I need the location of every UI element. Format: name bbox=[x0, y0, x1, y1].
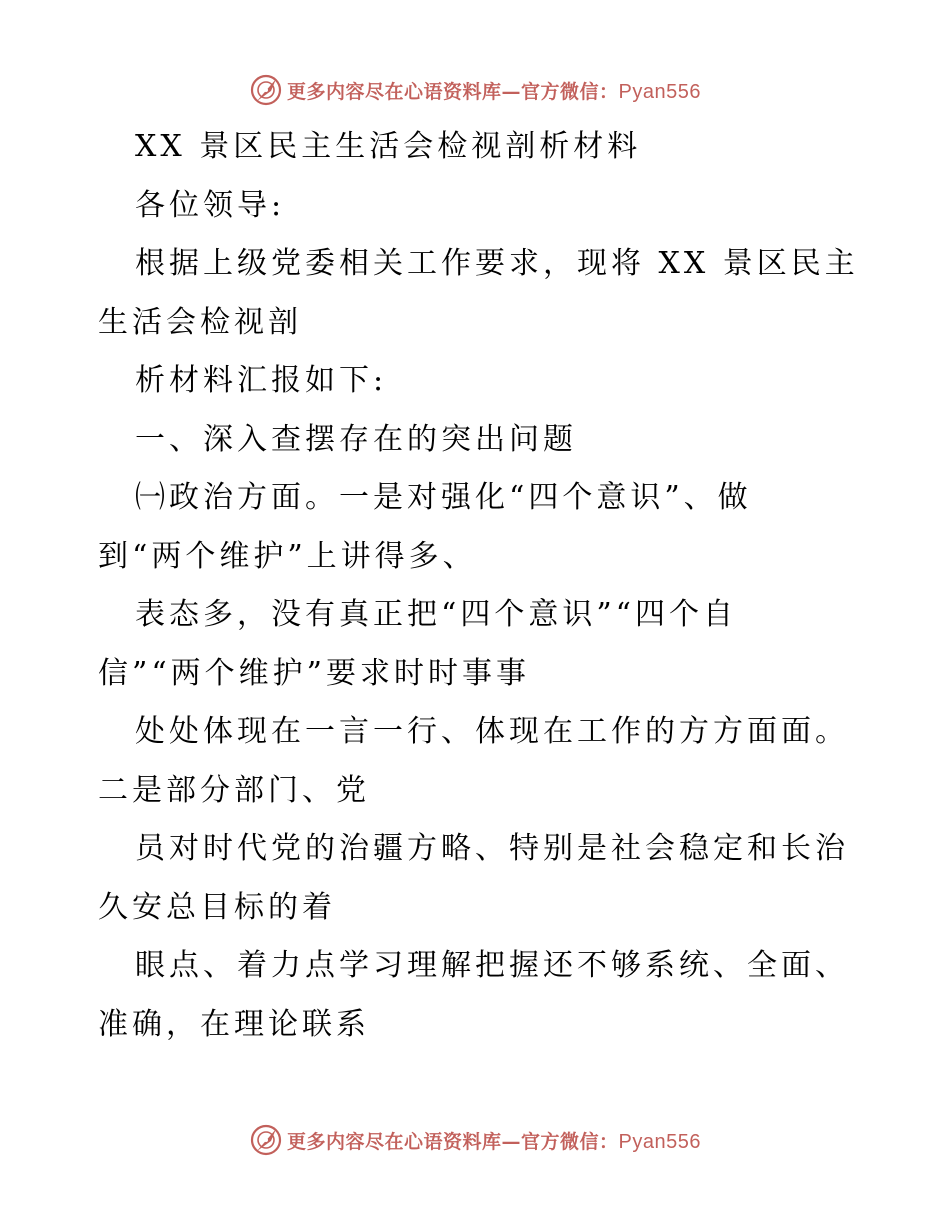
watermark-text: 更多内容尽在心语资料库—官方微信：Pyan556 bbox=[287, 1130, 701, 1153]
quill-logo-icon bbox=[249, 73, 283, 107]
paragraph-line: 二是部分部门、党 bbox=[98, 773, 370, 808]
paragraph-line: 信”“两个维护”要求时时事事 bbox=[98, 656, 531, 691]
section-heading: 一、深入查摆存在的突出问题 bbox=[135, 422, 577, 457]
paragraph-line: 员对时代党的治疆方略、特别是社会稳定和长治 bbox=[135, 831, 849, 866]
paragraph-line: 析材料汇报如下: bbox=[135, 363, 388, 398]
wechat-id: Pyan556 bbox=[618, 1130, 701, 1153]
watermark-text: 更多内容尽在心语资料库—官方微信：Pyan556 bbox=[287, 80, 701, 103]
salutation: 各位领导: bbox=[135, 188, 286, 223]
paragraph-line: 表态多，没有真正把“四个意识”“四个自 bbox=[135, 597, 738, 632]
paragraph-line: 根据上级党委相关工作要求，现将 XX 景区民主 bbox=[135, 246, 859, 281]
paragraph-line: 处处体现在一言一行、体现在工作的方方面面。 bbox=[135, 714, 849, 749]
wechat-id: Pyan556 bbox=[618, 80, 701, 103]
paragraph-line: 眼点、着力点学习理解把握还不够系统、全面、 bbox=[135, 948, 849, 983]
paragraph-line: 准确，在理论联系 bbox=[98, 1007, 370, 1042]
paragraph-line: 到“两个维护”上讲得多、 bbox=[98, 539, 477, 574]
document-title: XX 景区民主生活会检视剖析材料 bbox=[135, 129, 642, 164]
quill-logo-icon bbox=[249, 1123, 283, 1157]
header-watermark bbox=[0, 70, 950, 110]
paragraph-line: 久安总目标的着 bbox=[98, 890, 336, 925]
footer-watermark bbox=[0, 1120, 950, 1160]
paragraph-line: 生活会检视剖 bbox=[98, 305, 302, 340]
paragraph-line: ㈠政治方面。一是对强化“四个意识”、做 bbox=[135, 480, 752, 515]
